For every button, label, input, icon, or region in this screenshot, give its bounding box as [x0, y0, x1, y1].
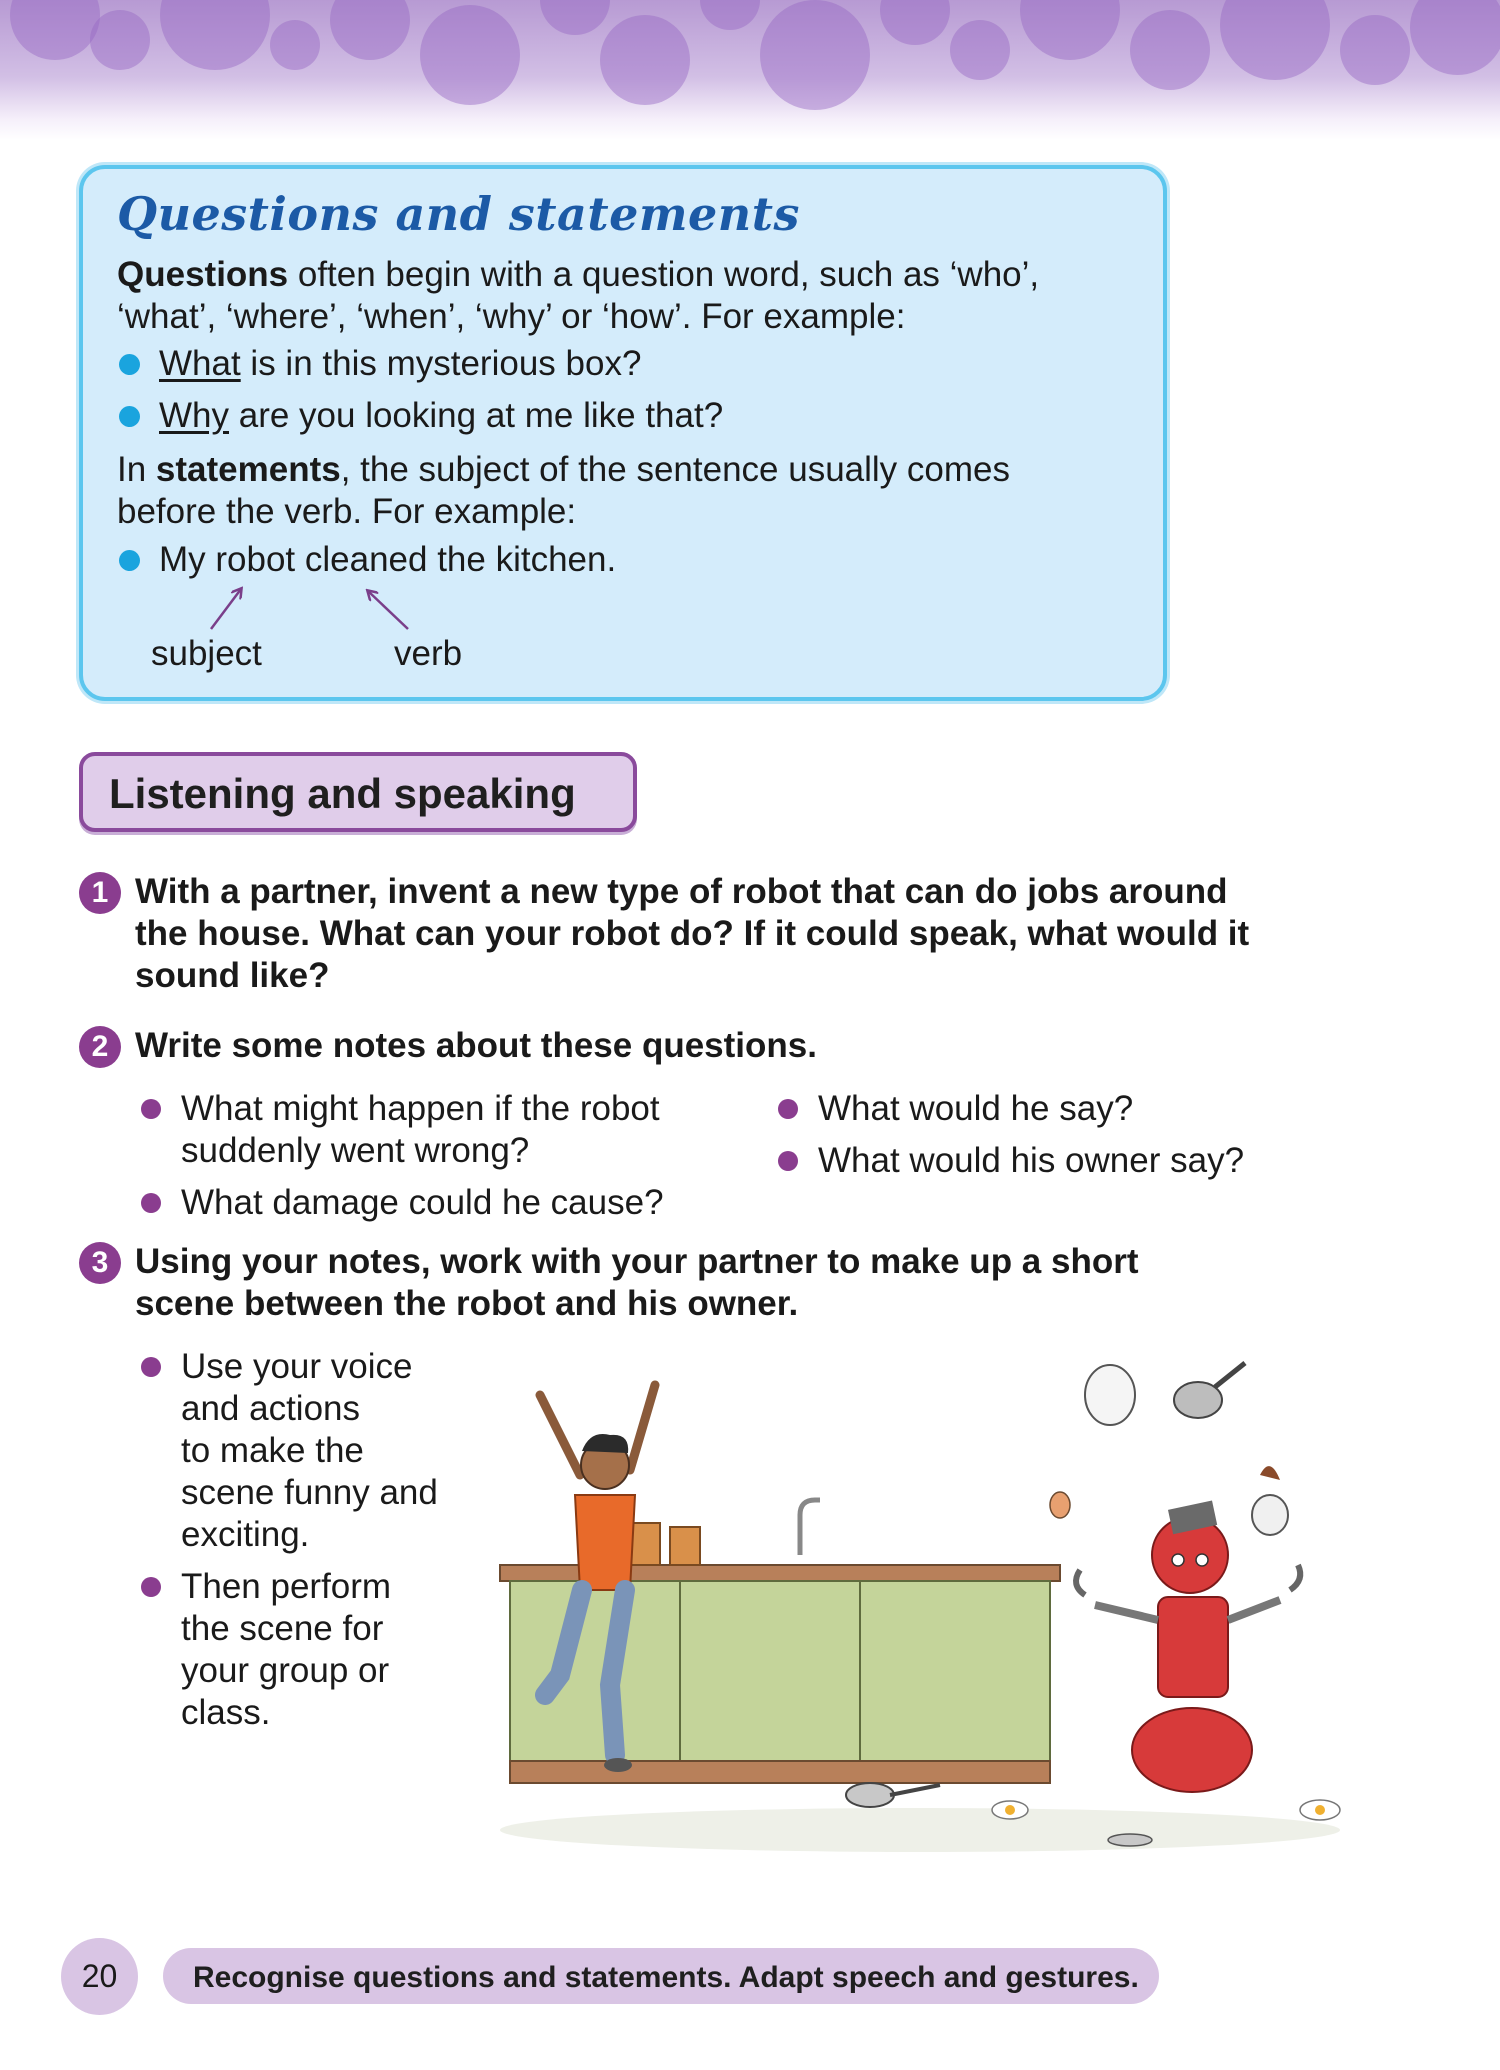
list-item-line: exciting. [181, 1515, 310, 1554]
subject-label: subject [151, 634, 262, 673]
page-number: 20 [61, 1938, 138, 2015]
decorative-bubble-banner [0, 0, 1500, 140]
list-item-line: What would he say? [818, 1089, 1134, 1128]
question-line: Using your notes, work with your partner to make up a short [135, 1242, 1139, 1281]
list-item-line: What might happen if the robot [181, 1089, 660, 1128]
list-item [776, 1140, 1244, 1182]
question-example-text: is in this mysterious box? [240, 344, 642, 383]
statements-explanation-line1: , the subject of the sentence usually comes [340, 450, 1010, 489]
list-item-line: class. [181, 1693, 271, 1732]
question-number-badge: 1 [79, 872, 121, 914]
list-item [139, 1088, 660, 1172]
subject-arrow [211, 589, 241, 629]
statements-term: statements [155, 450, 341, 489]
juggled-items [1050, 1363, 1288, 1535]
learning-objective-text: Recognise questions and statements. Adapt speech and gestures. [193, 1961, 1139, 1994]
question-2-text [135, 1025, 817, 1067]
statement-example: My robot cleaned the kitchen. [117, 539, 616, 581]
question-line: scene between the robot and his owner. [135, 1284, 799, 1323]
statements-prefix: In [117, 450, 156, 489]
list-item-line: Use your voice [181, 1347, 413, 1386]
list-item [776, 1088, 1133, 1130]
list-item-line: and actions [181, 1389, 361, 1428]
list-item-line: Then perform [181, 1567, 392, 1606]
list-item-line: your group or [181, 1651, 390, 1690]
subject-verb-arrows [83, 169, 1163, 699]
questions-explanation-line2: ‘what’, ‘where’, ‘when’, ‘why’ or ‘how’. For example: [117, 297, 906, 336]
list-item-line: the scene for [181, 1609, 384, 1648]
question-1-text [135, 871, 1249, 997]
list-item-line: scene funny and [181, 1473, 438, 1512]
list-item [139, 1566, 391, 1734]
question-number-badge: 3 [79, 1242, 121, 1284]
question-line: With a partner, invent a new type of robot that can do jobs around [135, 872, 1228, 911]
robot-figure [1076, 1500, 1300, 1792]
list-item [139, 1346, 438, 1556]
question-word: What [159, 344, 241, 383]
statements-explanation-line2: before the verb. For example: [117, 492, 577, 531]
questions-explanation-line1: often begin with a question word, such as ‘who’, [288, 255, 1040, 294]
question-word: Why [159, 396, 229, 435]
verb-label: verb [394, 634, 463, 673]
question-line: sound like? [135, 956, 330, 995]
question-line: the house. What can your robot do? If it could speak, what would it [135, 914, 1250, 953]
grammar-info-box [79, 165, 1167, 701]
learning-objective-banner [163, 1948, 1159, 2004]
question-number-badge: 2 [79, 1026, 121, 1068]
grammar-box-title: Questions and statements [117, 187, 800, 241]
list-item-line: suddenly went wrong? [181, 1131, 530, 1170]
question-example-text: are you looking at me like that? [229, 396, 724, 435]
list-item [139, 1182, 664, 1224]
list-item-line: What would his owner say? [818, 1141, 1245, 1180]
robot-kitchen-illustration [470, 1355, 1370, 1875]
question-line: Write some notes about these questions. [135, 1026, 817, 1065]
questions-term: Questions [117, 255, 289, 294]
list-item-line: What damage could he cause? [181, 1183, 664, 1222]
section-heading [79, 752, 637, 832]
verb-arrow [368, 591, 408, 629]
list-item-line: to make the [181, 1431, 364, 1470]
question-3-text [135, 1241, 1138, 1325]
section-heading-text: Listening and speaking [109, 770, 576, 817]
